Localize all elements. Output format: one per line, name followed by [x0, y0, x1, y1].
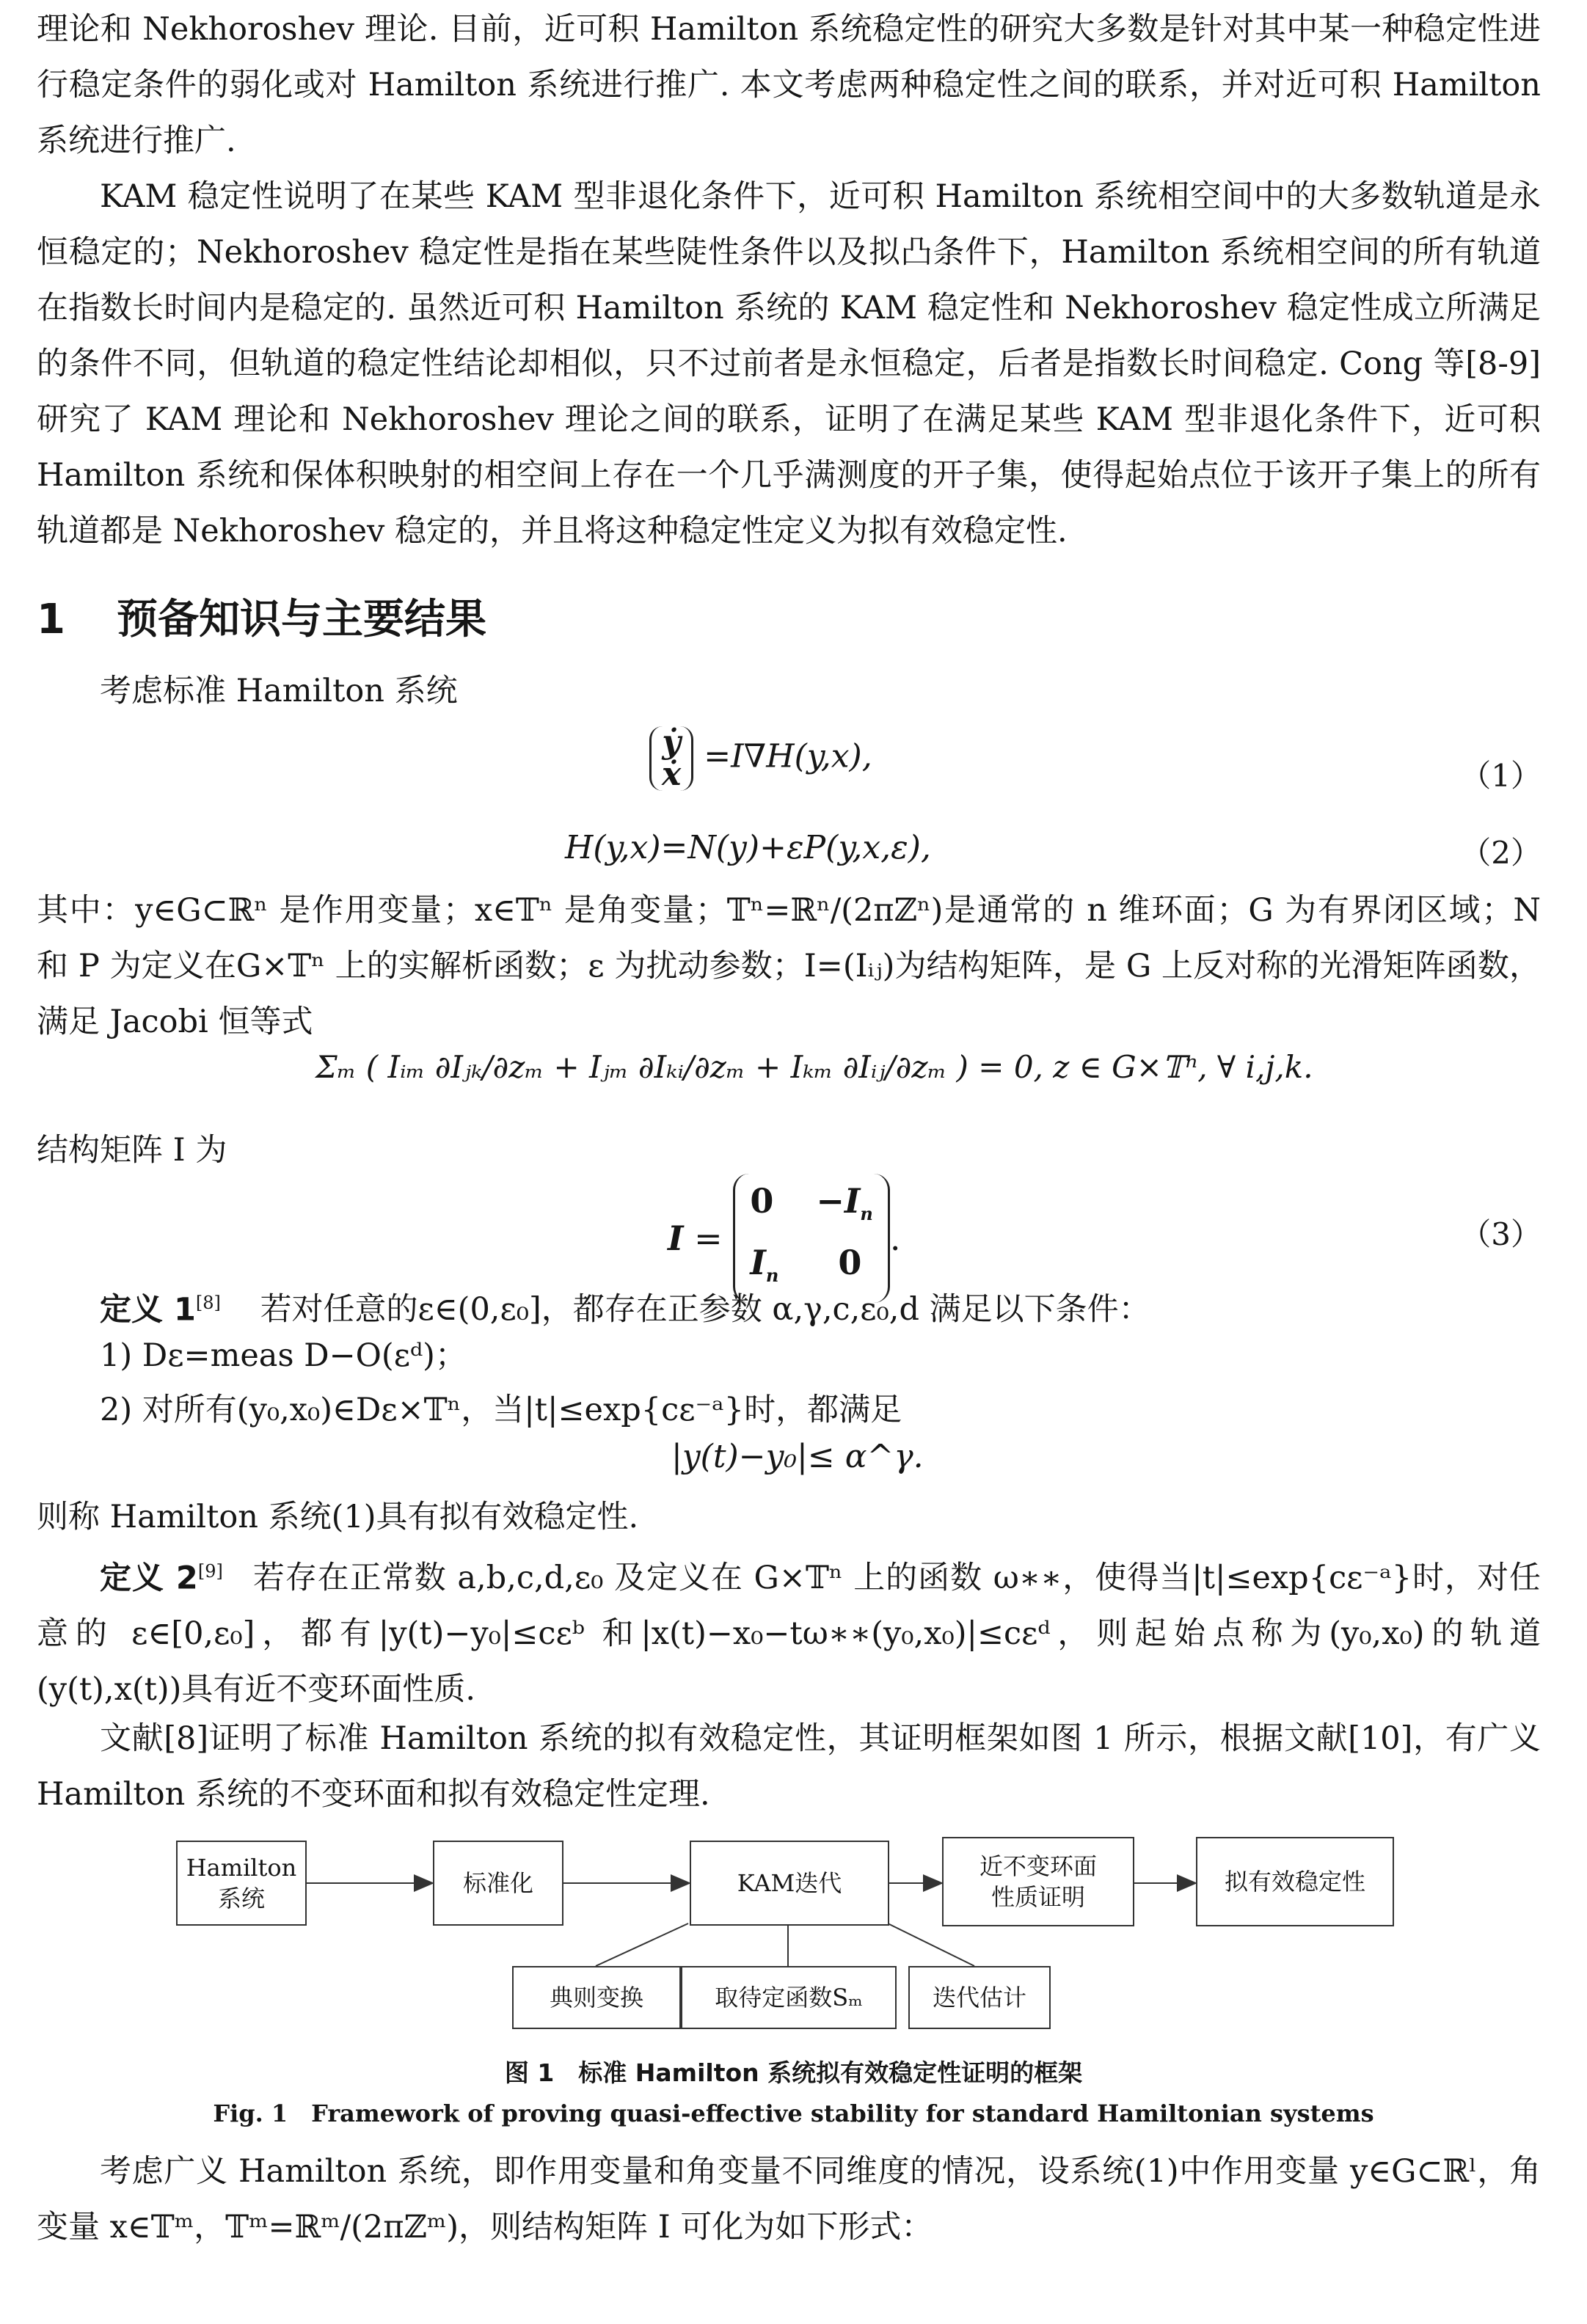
equation-1-rhs: =I∇H(y,x), [704, 737, 872, 775]
definition-1-ref: [8] [195, 1293, 221, 1313]
flow-subbox-canonical-transform: 典则变换 [512, 1966, 681, 2029]
flow-box-standardization: 标准化 [433, 1841, 563, 1926]
equation-1-number: （1） [1460, 758, 1542, 794]
section-title: 预备知识与主要结果 [116, 596, 486, 643]
equation-3: $I = 0 -I_n$ $I_n$ 0. [668, 1174, 900, 1303]
section-number: 1 [37, 596, 65, 643]
flow-subbox-undetermined-function: 取待定函数Sₘ [681, 1966, 897, 2029]
figure-caption-english: Fig. 1 Framework of proving quasi-effective stability for standard Hamiltonian systems [213, 2100, 1374, 2127]
flow-box-quasi-effective-stability: 拟有效稳定性 [1196, 1837, 1394, 1926]
flow-box-near-invariant-torus [942, 1837, 1134, 1926]
flow-box-kam-iteration: KAM迭代 [690, 1841, 889, 1926]
equation-2-number: （2） [1460, 835, 1542, 871]
condition-2: 2) 对所有(y₀,x₀)∈Dε×𝕋ⁿ，当|t|≤exp{cε⁻ᵃ}时，都满足 [100, 1392, 902, 1428]
equation-1: ẏ ẋ =I∇H(y,x), [649, 726, 872, 791]
condition-1: 1) Dε=meas D−O(εᵈ)； [100, 1337, 467, 1374]
definition-2-ref: [9] [197, 1561, 223, 1582]
paragraph-structure-matrix: 结构矩阵 I 为 [37, 1132, 227, 1169]
paragraph-generalized-system: 考虑广义 Hamilton 系统，即作用变量和角变量不同维度的情况，设系统(1)中作用变量 y∈G⊂ℝˡ，角变量 x∈𝕋ᵐ，𝕋ᵐ=ℝᵐ/(2πℤᵐ)，则结构矩阵 I 可化为如下形式： [37, 2153, 1541, 2246]
figure-caption-chinese: 图 1 标准 Hamilton 系统拟有效稳定性证明的框架 [504, 2058, 1083, 2087]
flow-box-4-line-2: 性质证明 [990, 1883, 1085, 1911]
paragraph-kam-stability: KAM 稳定性说明了在某些 KAM 型非退化条件下，近可积 Hamilton 系统相空间中的大多数轨道是永恒稳定的；Nekhoroshev 稳定性是指在某些陡性条件以及拟凸条件下，Hamilton 系统相空间的所有轨道在指数长时间内是稳定的. 虽然近可积 Hamilton 系统的 KAM 稳定性和 Nekhoroshev 稳定性成立所满足的条件不同，但轨道的稳定性结论却相似，只不过前者是永恒稳定，后者是指数长时间稳定. Cong 等[8-9]研究了 KAM 理论和 Nekhoroshev 理论之间的联系，证明了在满足某些 KAM 型非退化条件下，近可积 Hamilton 系统和保体积映射的相空间上存在一个几乎满测度的开子集，使得起始点位于该开子集上的所有轨道都是 Nekhoroshev 稳定的，并且将这种稳定性定义为拟有效稳定性. [37, 178, 1541, 549]
definition-2-label: 定义 2 [100, 1560, 198, 1597]
definition-1-label: 定义 1 [100, 1291, 196, 1329]
paragraph-definitions: 其中：y∈G⊂ℝⁿ 是作用变量；x∈𝕋ⁿ 是角变量；𝕋ⁿ=ℝⁿ/(2πℤⁿ)是通常的 n 维环面；G 为有界闭区域；N 和 P 为定义在G×𝕋ⁿ 上的实解析函数；ε 为扰动参数；I=(Iᵢⱼ)为结构矩阵，是 G 上反对称的光滑矩阵函数，满足 Jacobi 恒等式 [37, 892, 1541, 1040]
paragraph-literature: 文献[8]证明了标准 Hamilton 系统的拟有效稳定性，其证明框架如图 1 所示，根据文献[10]，有广义 Hamilton 系统的不变环面和拟有效稳定性定理. [37, 1720, 1541, 1813]
equation-3-number: （3） [1460, 1216, 1542, 1252]
flow-subbox-iteration-estimate: 迭代估计 [908, 1966, 1051, 2029]
flow-box-4-line-1: 近不变环面 [979, 1852, 1097, 1880]
paragraph-consider-system: 考虑标准 Hamilton 系统 [100, 673, 458, 709]
definition-2-text: 若存在正常数 a,b,c,d,ε₀ 及定义在 G×𝕋ⁿ 上的函数 ω∗∗，使得当|t|≤exp{cε⁻ᵃ}时，对任意的 ε∈[0,ε₀]，都有|y(t)−y₀|≤cεᵇ 和|x(t)−x₀−tω∗∗(y₀,x₀)|≤cεᵈ，则起始点称为(y₀,x₀)的轨道(y(t),x(t))具有近不变环面性质. [37, 1560, 1541, 1709]
equation-jacobi: Σₘ ( Iᵢₘ ∂Iⱼₖ/∂zₘ + Iⱼₘ ∂Iₖᵢ/∂zₘ + Iₖₘ ∂Iᵢⱼ/∂zₘ ) = 0, z ∈ G×𝕋ⁿ, ∀ i,j,k. [315, 1049, 1313, 1085]
equation-2: H(y,x)=N(y)+εP(y,x,ε), [565, 829, 931, 866]
condition-2-equation: |y(t)−y₀|≤ α^γ. [671, 1438, 924, 1475]
paragraph-intro-end: 理论和 Nekhoroshev 理论. 目前，近可积 Hamilton 系统稳定性的研究大多数是针对其中某一种稳定性进行稳定条件的弱化或对 Hamilton 系统进行推广. 本文考虑两种稳定性之间的联系，并对近可积 Hamilton 系统进行推广. [37, 11, 1541, 159]
definition-1-text: 若对任意的ε∈(0,ε₀]，都存在正参数 α,γ,c,ε₀,d 满足以下条件： [260, 1291, 1150, 1329]
flow-box-hamilton-system: Hamilton系统 [176, 1841, 307, 1926]
paragraph-quasi-effective: 则称 Hamilton 系统(1)具有拟有效稳定性. [37, 1499, 639, 1535]
